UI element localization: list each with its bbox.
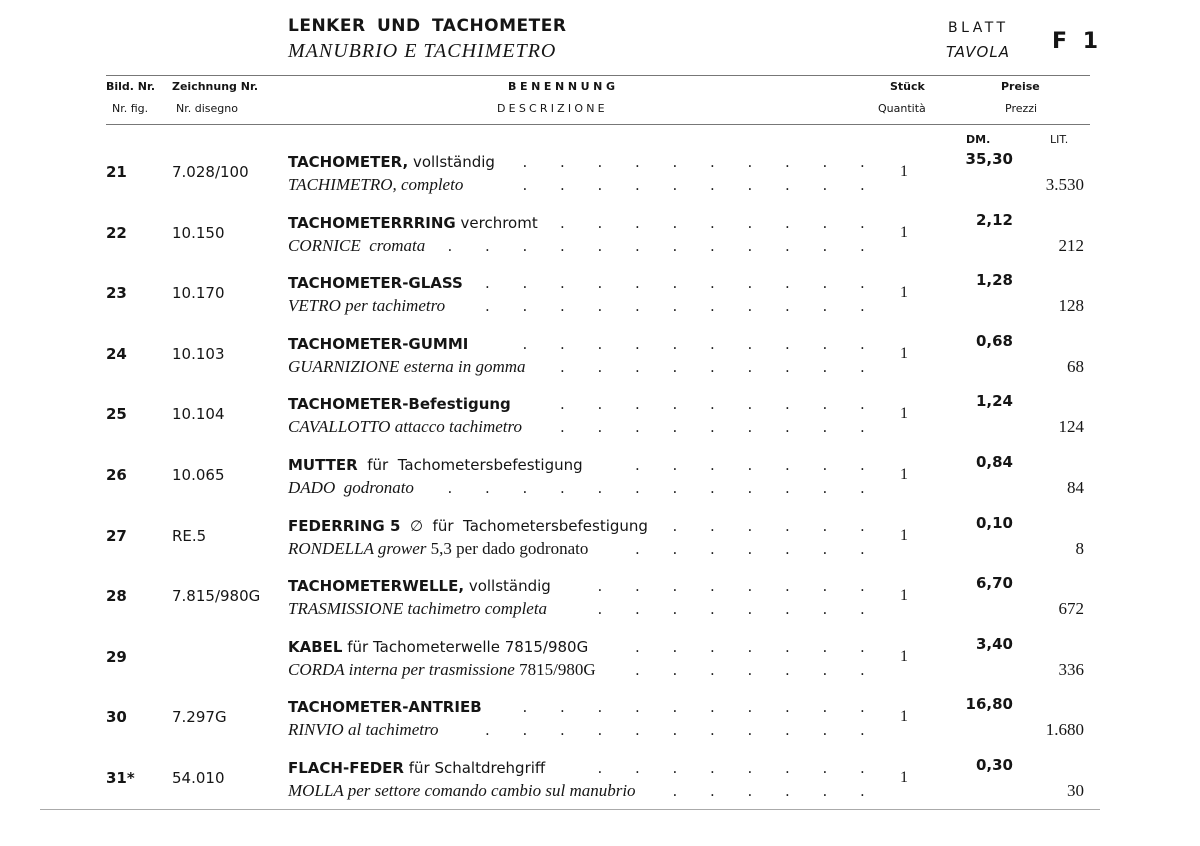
col-fig-it: Nr. fig. xyxy=(112,102,149,115)
drawing-number: RE.5 xyxy=(172,526,207,545)
description-it-upright: 5,3 per dado godronato xyxy=(426,538,589,558)
price-dm: 2,12 xyxy=(975,210,1013,229)
quantity: 1 xyxy=(900,405,908,423)
leader-dots-de: . . . . . . . xyxy=(635,456,865,474)
description-de-rest: vollständig xyxy=(464,577,551,596)
description-de xyxy=(288,214,538,232)
table-row xyxy=(0,756,1200,821)
description-it-main: TACHIMETRO, xyxy=(288,175,397,194)
price-lit: 124 xyxy=(1058,417,1084,437)
leader-dots-de: . . . . . . . . xyxy=(597,577,865,596)
description-it-rest: completo xyxy=(396,175,464,194)
col-desc-de: BENENNUNG xyxy=(508,80,619,93)
price-lit: 336 xyxy=(1058,659,1084,679)
sheet-id: F 1 xyxy=(1052,29,1102,54)
description-it-upright: 7815/980G xyxy=(514,659,596,679)
price-dm: 0,30 xyxy=(975,756,1013,774)
description-de-main: TACHOMETERRRING xyxy=(288,213,456,232)
description-de-rest: verchromt xyxy=(455,213,538,232)
description-de xyxy=(288,517,648,535)
price-lit: 3.530 xyxy=(1045,175,1084,194)
price-dm: 0,84 xyxy=(975,453,1013,471)
description-it-main: MOLLA xyxy=(288,781,344,800)
fig-number: 26 xyxy=(106,466,127,484)
description-de-main: TACHOMETER-GUMMI xyxy=(288,334,469,353)
description-it xyxy=(288,478,414,498)
quantity: 1 xyxy=(900,466,908,483)
description-de-main: TACHOMETERWELLE, xyxy=(288,577,465,596)
drawing-number: 54.010 xyxy=(172,769,225,787)
price-dm: 35,30 xyxy=(965,150,1013,168)
page-title-it: MANUBRIO E TACHIMETRO xyxy=(288,40,557,62)
description-it-main: GUARNIZIONE xyxy=(288,356,400,376)
col-fig-de: Bild. Nr. xyxy=(106,80,156,93)
description-de xyxy=(288,153,495,171)
fig-number: 28 xyxy=(106,587,127,606)
fig-number: 30 xyxy=(106,708,127,727)
description-de-rest: vollständig xyxy=(408,153,495,171)
description-de xyxy=(288,638,588,656)
fig-number: 25 xyxy=(106,405,127,424)
description-it-main: CAVALLOTTO xyxy=(288,417,391,437)
col-qty-de: Stück xyxy=(890,80,925,93)
description-it-main: DADO xyxy=(288,478,336,497)
price-lit: 212 xyxy=(1058,235,1084,255)
fig-number: 22 xyxy=(106,223,127,242)
leader-dots-de: . . . . . . . . . . xyxy=(522,153,865,171)
description-it xyxy=(288,599,547,619)
table-row xyxy=(0,210,1200,276)
footer-rule xyxy=(40,809,1100,810)
leader-dots-de: . . . . . . . . . xyxy=(560,395,865,414)
description-de xyxy=(288,274,463,292)
description-it-rest: per tachimetro xyxy=(340,296,446,316)
currency-lit: LIT. xyxy=(1050,133,1069,146)
quantity: 1 xyxy=(900,163,908,180)
leader-dots-it: . . . . . . . xyxy=(635,539,865,558)
leader-dots-de: . . . . . . . . . xyxy=(560,213,865,232)
description-de-main: TACHOMETER-GLASS xyxy=(288,274,463,293)
drawing-number: 10.170 xyxy=(172,284,225,303)
description-it xyxy=(288,236,425,256)
leader-dots-it: . . . . . . . . . . . xyxy=(485,297,865,316)
table-row xyxy=(0,331,1200,397)
col-drawing-de: Zeichnung Nr. xyxy=(172,80,258,93)
leader-dots-it: . . . . . . . . . . xyxy=(522,176,865,194)
price-dm: 3,40 xyxy=(975,634,1013,653)
table-row xyxy=(0,271,1200,336)
col-drawing-it: Nr. disegno xyxy=(176,102,238,115)
description-it-main: CORNICE xyxy=(288,235,361,255)
drawing-number: 10.103 xyxy=(172,344,225,363)
description-it xyxy=(288,296,445,316)
description-it-rest: interna per trasmissione xyxy=(344,659,515,679)
description-de xyxy=(288,577,551,595)
header-top-rule xyxy=(106,75,1090,76)
leader-dots-it: . . . . . . . . . . . . xyxy=(447,479,865,497)
description-it xyxy=(288,781,636,801)
drawing-number: 10.104 xyxy=(172,405,225,424)
description-it-rest: grower xyxy=(373,538,427,558)
price-dm: 6,70 xyxy=(975,574,1013,593)
description-de-main: FLACH-FEDER xyxy=(288,759,404,777)
leader-dots-it: . . . . . . . . . . . . xyxy=(447,236,865,255)
table-row xyxy=(0,392,1200,457)
drawing-number: 10.150 xyxy=(172,223,225,242)
description-de-main: FEDERRING 5 xyxy=(288,516,401,535)
leader-dots-it: . . . . . . . . . . . xyxy=(485,721,865,740)
description-it-rest: cromata xyxy=(360,235,426,255)
currency-dm: DM. xyxy=(966,133,991,146)
price-dm: 1,28 xyxy=(975,271,1013,290)
leader-dots-it: . . . . . . . . . xyxy=(560,418,865,437)
price-lit: 30 xyxy=(1067,781,1084,800)
description-it-main: TRASMISSIONE xyxy=(288,599,404,619)
leader-dots-de: . . . . . . . . . . xyxy=(522,334,865,353)
price-lit: 68 xyxy=(1067,356,1084,376)
col-price-it: Prezzi xyxy=(1005,102,1038,115)
header-bottom-rule xyxy=(106,124,1090,125)
leader-dots-de: . . . . . . xyxy=(672,516,865,535)
description-it-main: VETRO xyxy=(288,296,341,316)
leader-dots-de: . . . . . . . xyxy=(635,637,865,656)
price-lit: 128 xyxy=(1058,296,1084,316)
description-de-main: KABEL xyxy=(288,637,343,656)
leader-dots-it: . . . . . . . . xyxy=(597,600,865,619)
drawing-number: 7.028/100 xyxy=(172,163,249,181)
description-de-main: TACHOMETER, xyxy=(288,153,409,171)
description-it-rest: esterna in gomma xyxy=(399,356,526,376)
col-desc-it: DESCRIZIONE xyxy=(497,102,608,115)
fig-number: 23 xyxy=(106,284,127,303)
description-de xyxy=(288,759,545,777)
table-row xyxy=(0,513,1200,579)
quantity: 1 xyxy=(900,284,908,302)
description-it xyxy=(288,175,463,195)
price-dm: 1,24 xyxy=(975,392,1013,411)
fig-number: 21 xyxy=(106,163,127,181)
description-de-rest: für Tachometersbefestigung xyxy=(357,456,583,474)
sheet-label-it: TAVOLA xyxy=(946,43,1010,61)
table-row xyxy=(0,150,1200,215)
quantity: 1 xyxy=(900,708,908,726)
description-it xyxy=(288,539,588,559)
description-it xyxy=(288,417,522,437)
fig-number: 24 xyxy=(106,344,127,363)
price-lit: 672 xyxy=(1058,599,1084,619)
table-row xyxy=(0,453,1200,518)
description-it-main: RINVIO xyxy=(288,720,344,740)
description-it xyxy=(288,357,526,377)
description-de-rest: für Schaltdrehgriff xyxy=(403,759,546,777)
leader-dots-de: . . . . . . . . . . . xyxy=(485,274,865,293)
drawing-number: 10.065 xyxy=(172,466,225,484)
quantity: 1 xyxy=(900,769,908,786)
leader-dots-de: . . . . . . . . xyxy=(597,759,865,777)
description-it-rest: per settore comando cambio sul manubrio xyxy=(343,781,636,800)
description-it-main: RONDELLA xyxy=(288,538,374,558)
description-de-rest: für Tachometerwelle 7815/980G xyxy=(342,637,589,656)
description-it-main: CORDA xyxy=(288,659,345,679)
quantity: 1 xyxy=(900,344,908,362)
table-row xyxy=(0,634,1200,700)
quantity: 1 xyxy=(900,526,908,544)
description-de-rest: ∅ für Tachometersbefestigung xyxy=(400,516,648,535)
fig-number: 31* xyxy=(106,769,135,787)
page-title-de: LENKER UND TACHOMETER xyxy=(288,16,567,36)
description-de xyxy=(288,698,482,716)
fig-number: 29 xyxy=(106,647,127,666)
price-lit: 1.680 xyxy=(1045,720,1084,740)
quantity: 1 xyxy=(900,223,908,241)
description-it-rest: tachimetro completa xyxy=(403,599,548,619)
drawing-number: 7.815/980G xyxy=(172,587,261,606)
quantity: 1 xyxy=(900,647,908,665)
description-it-rest: attacco tachimetro xyxy=(390,417,523,437)
description-de-main: TACHOMETER-Befestigung xyxy=(288,395,511,414)
sheet-label-de: BLATT xyxy=(948,20,1009,36)
quantity: 1 xyxy=(900,587,908,605)
price-dm: 0,10 xyxy=(975,513,1013,532)
col-price-de: Preise xyxy=(1001,80,1040,93)
description-de xyxy=(288,335,468,353)
description-it-rest: godronato xyxy=(335,478,414,497)
leader-dots-it: . . . . . . xyxy=(672,782,865,800)
drawing-number: 7.297G xyxy=(172,708,227,727)
table-row xyxy=(0,695,1200,760)
price-lit: 8 xyxy=(1075,538,1084,558)
table-row xyxy=(0,574,1200,639)
price-dm: 16,80 xyxy=(965,695,1013,714)
fig-number: 27 xyxy=(106,526,127,545)
description-it xyxy=(288,660,596,680)
leader-dots-de: . . . . . . . . . . xyxy=(522,698,865,717)
description-it xyxy=(288,720,438,740)
description-it-rest: al tachimetro xyxy=(343,720,439,740)
price-lit: 84 xyxy=(1067,478,1084,497)
description-de-main: MUTTER xyxy=(288,456,358,474)
leader-dots-it: . . . . . . . xyxy=(635,660,865,679)
col-qty-it: Quantità xyxy=(878,102,926,115)
description-de xyxy=(288,395,511,413)
description-de-main: TACHOMETER-ANTRIEB xyxy=(288,698,482,717)
description-de xyxy=(288,456,583,474)
leader-dots-it: . . . . . . . . . xyxy=(560,357,865,376)
price-dm: 0,68 xyxy=(975,331,1013,350)
